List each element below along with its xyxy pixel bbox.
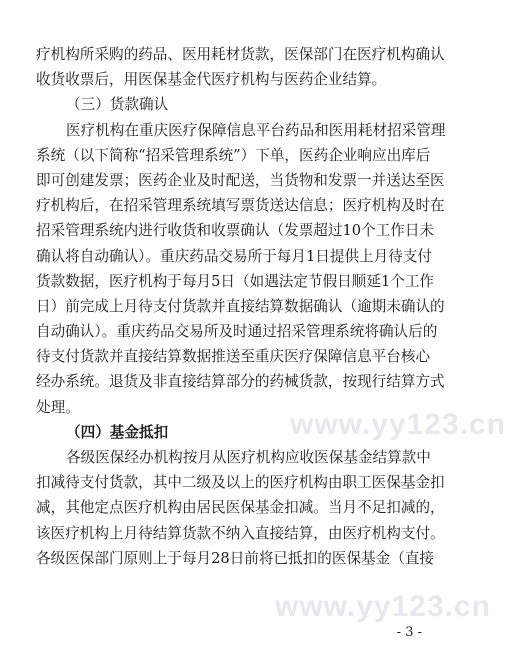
text-line: 该医疗机构上月待结算货款不纳入直接结算，由医疗机构支付。 — [36, 524, 445, 542]
text-line: 货款数据，医疗机构于每月5日（如遇法定节假日顺延1个工作 — [36, 272, 435, 290]
text-line: 减，其他定点医疗机构由居民医保基金扣减。当月不足扣减的， — [36, 499, 445, 517]
watermark-text: www.yy123.cn — [275, 590, 491, 623]
text-line: 疗机构所采购的药品、医用耗材货款，医保部门在医疗机构确认 — [36, 46, 445, 63]
document-body — [36, 42, 446, 571]
text-line: 各级医保经办机构按月从医疗机构应收医保基金结算款中 — [66, 449, 431, 466]
text-line: 疗机构后，在招采管理系统填写票货送达信息；医疗机构及时在 — [36, 197, 445, 215]
text-line: 待支付货款并直接结算数据推送至重庆医疗保障信息平台核心 — [36, 348, 431, 366]
text-line: 系统（以下简称“招采管理系统”）下单，医药企业响应出库后 — [36, 146, 431, 164]
intro-paragraph — [36, 42, 445, 92]
page-number: - 3 - — [396, 625, 422, 640]
text-line: 处理。 — [36, 398, 80, 416]
text-line: 收货收票后，用医保基金代医疗机构与医药企业结算。 — [36, 71, 387, 89]
text-line: 自动确认）。重庆药品交易所及时通过招采管理系统将确认后的 — [36, 323, 438, 341]
section-3-heading: （三）货款确认 — [66, 96, 169, 114]
text-line: 经办系统。退货及非直接结算部分的药械货款，按现行结算方式 — [36, 373, 445, 391]
text-line: 招采管理系统内进行收货和收票确认（发票超过10个工作日未 — [36, 222, 435, 240]
text-line: 日）前完成上月待支付货款并直接结算数据确认（逾期未确认的 — [36, 297, 445, 315]
text-line: 扣减待支付货款，其中二级及以上的医疗机构由职工医保基金扣 — [36, 474, 445, 492]
section-4-paragraph — [36, 445, 445, 571]
section-4-heading: （四）基金抵扣 — [66, 423, 169, 441]
text-line: 即可创建发票；医药企业及时配送，当货物和发票一并送达至医 — [36, 171, 445, 189]
watermark-text: www.yy123.cn — [290, 408, 506, 441]
text-line: 医疗机构在重庆医疗保障信息平台药品和医用耗材招采管理 — [66, 121, 446, 139]
text-line: 确认将自动确认）。重庆药品交易所于每月1日提供上月待支付 — [36, 247, 433, 265]
section-3-paragraph — [36, 118, 446, 420]
text-line: 各级医保部门原则上于每月28日前将已抵扣的医保基金（直接 — [36, 549, 435, 567]
